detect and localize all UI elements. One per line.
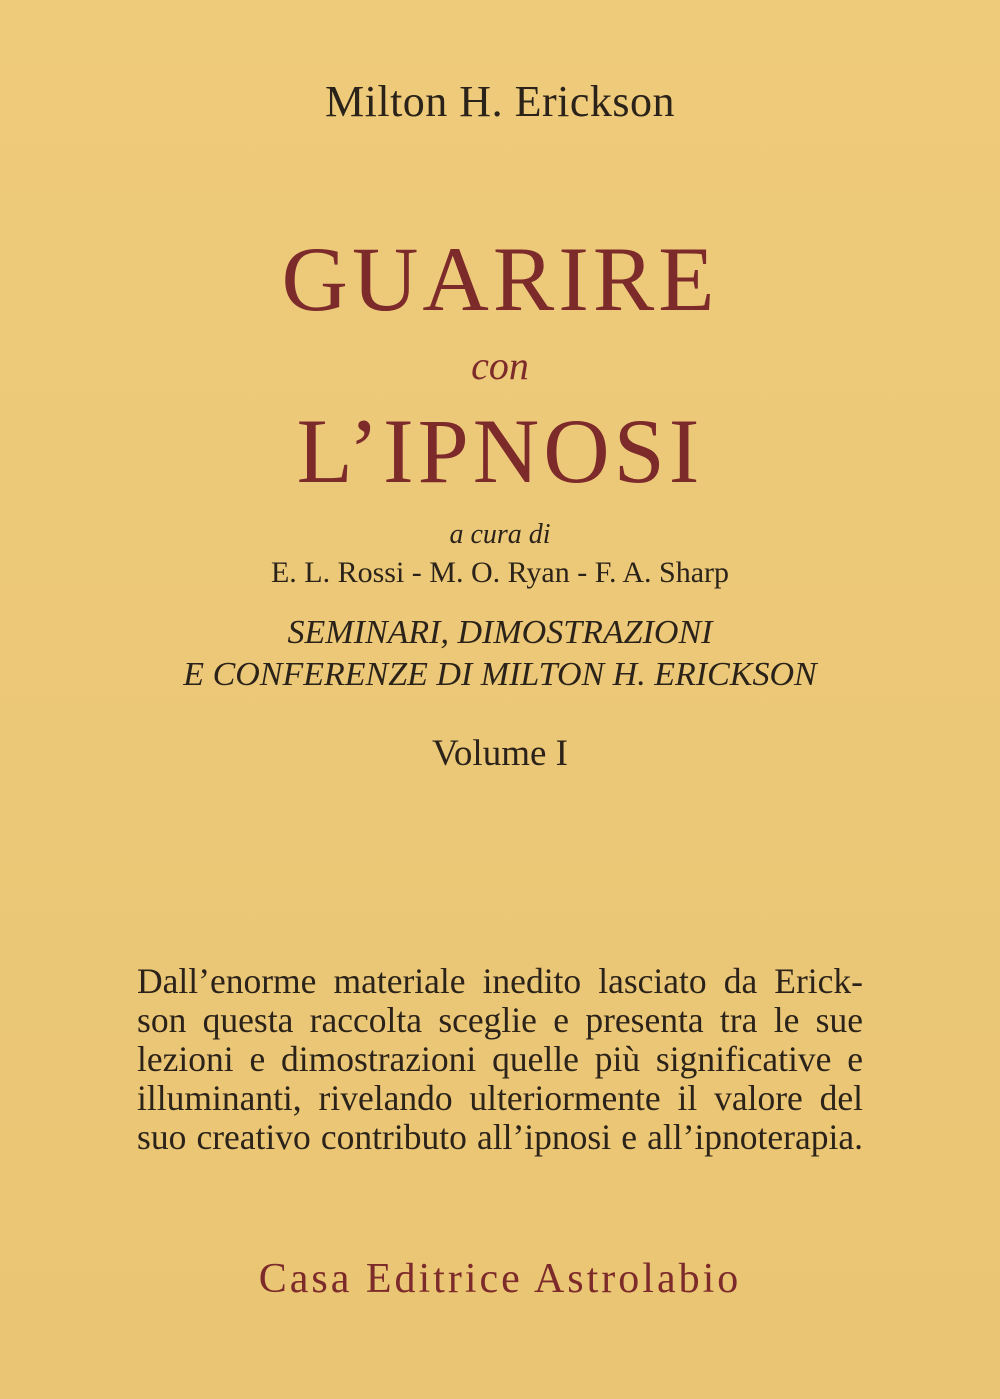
blurb-line: Dall’enorme materiale inedito lasciato da Erick- xyxy=(137,961,863,1001)
series-title-line-1: SEMINARI, DIMOSTRAZIONI xyxy=(287,614,713,651)
blurb-line: son questa raccolta sceglie e presenta tra le sue xyxy=(137,1000,863,1040)
publisher-name: Casa Editrice Astrolabio xyxy=(258,1256,742,1302)
volume-label: Volume I xyxy=(431,733,568,774)
blurb-paragraph xyxy=(137,962,863,1157)
blurb-line: illuminanti, rivelando ulteriormente il valore del xyxy=(137,1078,863,1118)
blurb-line: suo creativo contributo all’ipnosi e all’ipnoterapia. xyxy=(137,1117,863,1157)
title-connector: con xyxy=(471,343,529,388)
author-name: Milton H. Erickson xyxy=(325,77,675,126)
series-title-line-2: E CONFERENZE DI MILTON H. ERICKSON xyxy=(183,656,817,693)
title-line-1: GUARIRE xyxy=(281,228,719,330)
title-line-2: L’IPNOSI xyxy=(296,400,704,502)
editors: E. L. Rossi - M. O. Ryan - F. A. Sharp xyxy=(270,556,730,589)
curated-by-label: a cura di xyxy=(449,519,551,550)
blurb-line: lezioni e dimostrazioni quelle più significative e xyxy=(137,1039,863,1079)
